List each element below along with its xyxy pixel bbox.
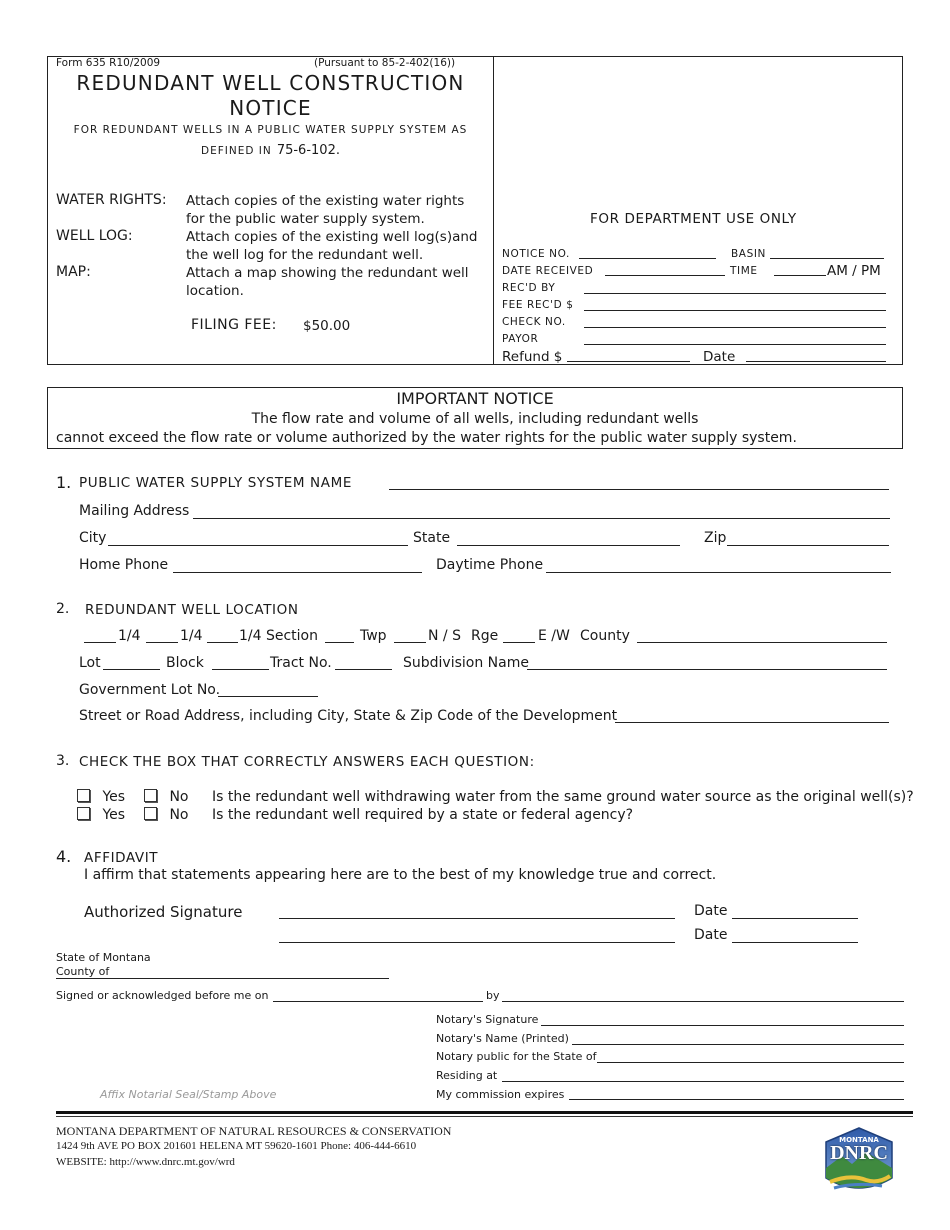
pursuant-ref: (Pursuant to 85-2-402(16)) [314, 57, 456, 69]
signature-date-1-label: Date [694, 903, 728, 919]
question-row-2 [77, 807, 125, 823]
notary-public-label: Notary public for the State of [436, 1050, 597, 1063]
section4-title: AFFIDAVIT [84, 850, 159, 866]
form-number: Form 635 R10/2009 [56, 57, 161, 69]
block-label: Block [166, 655, 204, 671]
q2-no [144, 807, 189, 823]
section1-title: PUBLIC WATER SUPPLY SYSTEM NAME [79, 475, 352, 491]
signature-date-1-field[interactable] [732, 905, 858, 919]
rge-label: Rge [471, 628, 499, 644]
subdivision-label: Subdivision Name [403, 655, 529, 671]
q2-no-checkbox[interactable] [144, 807, 157, 820]
notary-signature-label: Notary's Signature [436, 1013, 539, 1026]
dept-time-line[interactable] [774, 264, 826, 276]
dept-recd-by-line[interactable] [584, 282, 886, 294]
dept-check-no: CHECK NO. [502, 316, 566, 328]
block-field[interactable] [212, 657, 269, 670]
section2-number: 2. [56, 601, 70, 617]
attach-well-log-label: WELL LOG: [56, 228, 133, 244]
q1-no [144, 789, 189, 805]
quarter1-label: 1/4 [118, 628, 141, 644]
street-address-label: Street or Road Address, including City, State & Zip Code of the Development [79, 708, 618, 724]
notary-signature-field[interactable] [541, 1014, 904, 1026]
twp-field[interactable] [394, 630, 426, 643]
notary-name-field[interactable] [572, 1033, 904, 1045]
section1-number: 1. [56, 473, 72, 492]
dnrc-logo-main-text: DNRC [830, 1142, 888, 1164]
dept-check-no-line[interactable] [584, 316, 886, 328]
zip-label: Zip [704, 530, 727, 546]
gov-lot-label: Government Lot No. [79, 682, 221, 698]
dept-refund-line[interactable] [567, 350, 690, 362]
section3-title: CHECK THE BOX THAT CORRECTLY ANSWERS EACH QUESTION: [79, 754, 535, 770]
attach-well-log-text2: the well log for the redundant well. [186, 247, 424, 263]
header-divider [493, 56, 494, 365]
rge-field[interactable] [503, 630, 535, 643]
attach-water-rights-label: WATER RIGHTS: [56, 192, 167, 208]
notary-signed-date-field[interactable] [273, 990, 483, 1002]
zip-field[interactable] [727, 532, 889, 546]
attach-map-label: MAP: [56, 264, 91, 280]
q2-yes-checkbox[interactable] [77, 807, 90, 820]
dnrc-logo-top-text: MONTANA [839, 1136, 879, 1144]
dept-use-title: FOR DEPARTMENT USE ONLY [590, 211, 797, 227]
quarter2-label: 1/4 [180, 628, 203, 644]
dept-notice-no: NOTICE NO. [502, 248, 570, 260]
q1-yes-checkbox[interactable] [77, 789, 90, 802]
section3-number: 3. [56, 753, 70, 769]
lot-label: Lot [79, 655, 101, 671]
lot-field[interactable] [103, 657, 160, 670]
twp-label: Twp [360, 628, 387, 644]
notary-county-label: County of [56, 965, 110, 978]
form-title-line2: NOTICE [229, 96, 312, 120]
notary-by-label: by [486, 989, 500, 1002]
state-field[interactable] [457, 532, 680, 546]
q1-no-label: No [169, 789, 189, 805]
quarter2-field[interactable] [146, 630, 178, 643]
notary-residing-field[interactable] [502, 1070, 904, 1082]
gov-lot-field[interactable] [218, 684, 318, 697]
dept-ampm: AM / PM [827, 263, 881, 279]
notary-signed-label: Signed or acknowledged before me on [56, 989, 269, 1002]
dept-notice-no-line[interactable] [579, 247, 716, 259]
dept-payor-line[interactable] [584, 333, 886, 345]
form-subtitle-line1: FOR REDUNDANT WELLS IN A PUBLIC WATER SUPPLY SYSTEM AS [73, 124, 468, 136]
question-2-text: Is the redundant well required by a state or federal agency? [212, 807, 634, 823]
dept-basin: BASIN [731, 248, 767, 260]
authorized-signature-label: Authorized Signature [84, 903, 243, 921]
form-title-line1: REDUNDANT WELL CONSTRUCTION [76, 71, 465, 95]
subdivision-field[interactable] [527, 657, 887, 670]
question-row-1 [77, 789, 125, 805]
attach-map-text1: Attach a map showing the redundant well [186, 265, 469, 281]
daytime-phone-label: Daytime Phone [436, 557, 544, 573]
dept-date-received: DATE RECEIVED [502, 265, 594, 277]
dept-date: Date [703, 349, 736, 365]
filing-fee-value: $50.00 [303, 318, 351, 334]
state-label: State [413, 530, 451, 546]
signature-date-2-label: Date [694, 927, 728, 943]
city-label: City [79, 530, 107, 546]
attach-water-rights-text2: for the public water supply system. [186, 211, 425, 227]
notice-title: IMPORTANT NOTICE [396, 389, 554, 408]
notary-residing-label: Residing at [436, 1069, 498, 1082]
section-label: 1/4 Section [239, 628, 318, 644]
tract-field[interactable] [335, 657, 392, 670]
footer-org: MONTANA DEPARTMENT OF NATURAL RESOURCES & CONSERVATION [56, 1124, 452, 1138]
notice-line2: cannot exceed the flow rate or volume authorized by the water rights for the public water supply system. [56, 430, 797, 446]
footer-address: 1424 9th AVE PO BOX 201601 HELENA MT 59620-1601 Phone: 406-444-6610 [56, 1140, 417, 1152]
notary-public-field[interactable] [597, 1051, 904, 1063]
ew-label: E /W [538, 628, 570, 644]
attach-map-text2: location. [186, 283, 244, 299]
dept-date-line[interactable] [746, 350, 886, 362]
question-1-text: Is the redundant well withdrawing water from the same ground water source as the original well(s)? [212, 789, 914, 805]
dept-payor: PAYOR [502, 333, 539, 345]
dept-basin-line[interactable] [770, 247, 884, 259]
street-address-field[interactable] [615, 710, 889, 723]
footer-rule-thick [56, 1111, 913, 1114]
filing-fee-label: FILING FEE: [191, 317, 277, 333]
signature-field-2[interactable] [279, 929, 675, 943]
dept-time: TIME [730, 265, 758, 277]
mailing-address-label: Mailing Address [79, 503, 190, 519]
signature-date-2-field[interactable] [732, 929, 858, 943]
q2-yes-label: Yes [102, 807, 126, 823]
daytime-phone-field[interactable] [546, 559, 891, 573]
system-name-field[interactable] [389, 476, 889, 490]
notary-by-field[interactable] [502, 990, 904, 1002]
section-field[interactable] [325, 630, 354, 643]
signature-field-1[interactable] [279, 905, 675, 919]
attach-well-log-text1: Attach copies of the existing well log(s)and [186, 229, 478, 245]
city-field[interactable] [108, 532, 408, 546]
form-subtitle-line2: DEFINED IN 75-6-102. [201, 143, 340, 158]
notary-seal-note: Affix Notarial Seal/Stamp Above [100, 1088, 277, 1101]
dept-fee-recd-line[interactable] [584, 299, 886, 311]
county-label: County [580, 628, 630, 644]
section2-title: REDUNDANT WELL LOCATION [85, 602, 299, 618]
county-field[interactable] [637, 630, 887, 643]
q2-no-label: No [169, 807, 189, 823]
dept-refund: Refund $ [502, 349, 563, 365]
dept-fee-recd: FEE REC'D $ [502, 299, 574, 311]
mailing-address-field[interactable] [193, 505, 890, 519]
q1-no-checkbox[interactable] [144, 789, 157, 802]
notary-commission-label: My commission expires [436, 1088, 565, 1101]
dept-recd-by: REC'D BY [502, 282, 556, 294]
quarter3-field[interactable] [207, 630, 238, 643]
attach-water-rights-text1: Attach copies of the existing water rights [186, 193, 465, 209]
notary-name-label: Notary's Name (Printed) [436, 1032, 569, 1045]
home-phone-label: Home Phone [79, 557, 169, 573]
footer-rule-thin [56, 1116, 913, 1117]
tract-label: Tract No. [270, 655, 332, 671]
ns-label: N / S [428, 628, 461, 644]
notary-commission-field[interactable] [569, 1088, 904, 1100]
quarter1-field[interactable] [84, 630, 116, 643]
notice-line1: The flow rate and volume of all wells, including redundant wells [251, 411, 699, 427]
notary-state: State of Montana [56, 951, 151, 964]
section4-number: 4. [56, 847, 72, 866]
footer-website: WEBSITE: http://www.dnrc.mt.gov/wrd [56, 1156, 235, 1168]
dept-date-received-line[interactable] [605, 264, 725, 276]
affidavit-statement: I affirm that statements appearing here are to the best of my knowledge true and correct. [84, 867, 717, 883]
dnrc-logo [820, 1124, 898, 1196]
notary-county-field[interactable] [56, 967, 389, 979]
q1-yes-label: Yes [102, 789, 126, 805]
home-phone-field[interactable] [173, 559, 422, 573]
